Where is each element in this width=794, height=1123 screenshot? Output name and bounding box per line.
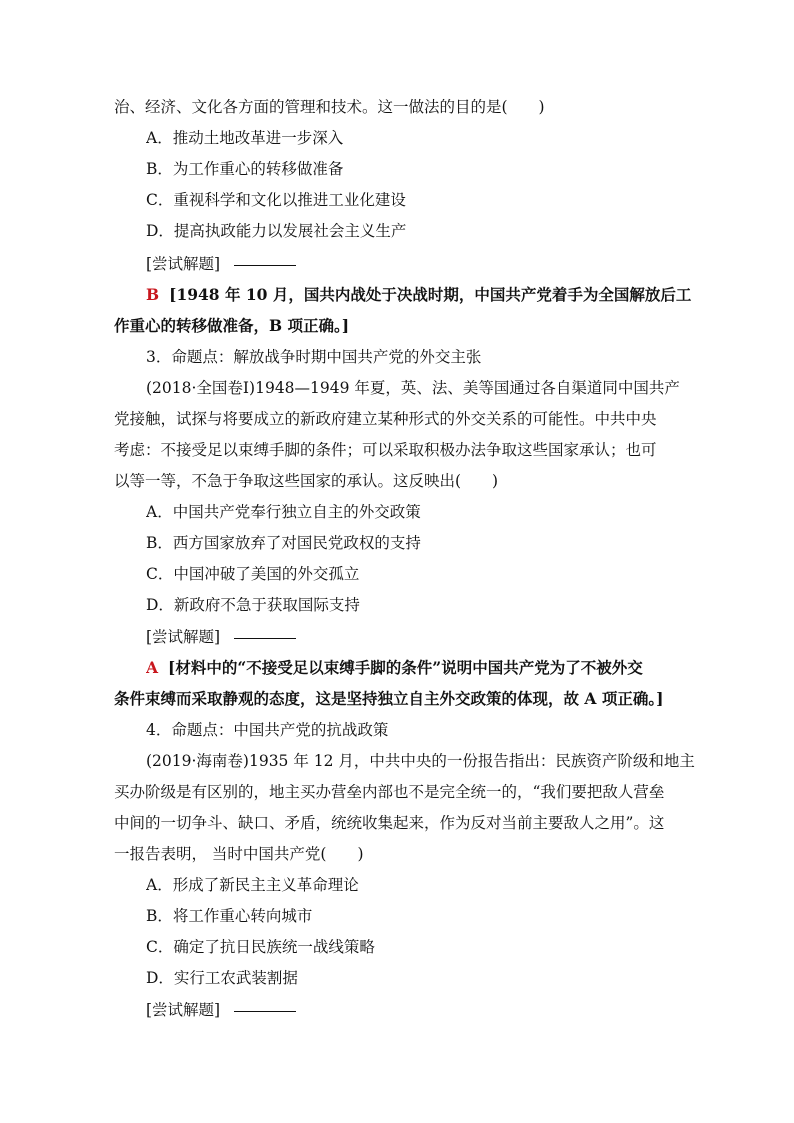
q4-stem-line-4: 一报告表明， 当时中国共产党( ) xyxy=(114,845,364,863)
q3-try-label: [尝试解题] xyxy=(146,628,221,646)
q2-option-a: A．推动土地改革进一步深入 xyxy=(146,129,344,147)
q3-try-row xyxy=(146,627,726,647)
q4-stem-line-2: 买办阶级是有区别的，地主买办营垒内部也不是完全统一的，“我们要把敌人营垒 xyxy=(114,783,665,801)
q2-try-row xyxy=(146,254,726,274)
q2-explanation-line-2: 作重心的转移做准备，B 项正确。] xyxy=(114,316,350,335)
q3-explanation-text-1: [材料中的“不接受足以束缚手脚的条件”说明中国共产党为了不被外交 xyxy=(168,658,643,677)
q3-explanation-line-1 xyxy=(146,658,726,678)
q2-stem-tail: 治、经济、文化各方面的管理和技术。这一做法的目的是( ) xyxy=(114,98,545,116)
q3-stem-line-4: 以等一等，不急于争取这些国家的承认。这反映出( ) xyxy=(114,472,499,490)
q3-answer-blank xyxy=(234,637,296,639)
q4-stem-line-1: (2019·海南卷)1935 年 12 月，中共中央的一份报告指出：民族资产阶级和地主 xyxy=(146,752,695,770)
q4-try-row xyxy=(146,1000,726,1020)
q3-stem-line-1: (2018·全国卷Ⅰ)1948—1949 年夏，英、法、美等国通过各自渠道同中国共产 xyxy=(146,379,680,397)
q3-option-c: C．中国冲破了美国的外交孤立 xyxy=(146,565,360,583)
q4-stem-line-3: 中间的一切争斗、缺口、矛盾，统统收集起来，作为反对当前主要敌人之用”。这 xyxy=(114,814,665,832)
q2-option-b: B．为工作重心的转移做准备 xyxy=(146,160,344,178)
q4-option-c: C．确定了抗日民族统一战线策略 xyxy=(146,938,375,956)
q3-option-a: A．中国共产党奉行独立自主的外交政策 xyxy=(146,503,421,521)
q2-explanation-text-1: [1948 年 10 月，国共内战处于决战时期，中国共产党着手为全国解放后工 xyxy=(169,285,692,304)
q2-try-label: [尝试解题] xyxy=(146,255,221,273)
q4-option-a: A．形成了新民主主义革命理论 xyxy=(146,876,359,894)
q3-stem-line-2: 党接触，试探与将要成立的新政府建立某种形式的外交关系的可能性。中共中央 xyxy=(114,410,657,428)
q2-explanation-line-1 xyxy=(146,285,726,305)
q3-stem-line-3: 考虑：不接受足以束缚手脚的条件；可以采取积极办法争取这些国家承认；也可 xyxy=(114,441,657,459)
q4-answer-blank xyxy=(234,1010,296,1012)
q2-option-c: C．重视科学和文化以推进工业化建设 xyxy=(146,191,406,209)
q3-option-b: B．西方国家放弃了对国民党政权的支持 xyxy=(146,534,421,552)
q2-answer-letter: B xyxy=(146,285,160,304)
q2-option-d: D．提高执政能力以发展社会主义生产 xyxy=(146,222,407,240)
q2-answer-blank xyxy=(234,264,296,266)
q3-heading: 3．命题点：解放战争时期中国共产党的外交主张 xyxy=(146,348,482,366)
q4-option-d: D．实行工农武装割据 xyxy=(146,969,298,987)
q3-explanation-line-2: 条件束缚而采取静观的态度，这是坚持独立自主外交政策的体现，故 A 项正确。] xyxy=(114,689,664,708)
q3-answer-letter: A xyxy=(146,658,159,677)
q4-try-label: [尝试解题] xyxy=(146,1001,221,1019)
q4-option-b: B．将工作重心转向城市 xyxy=(146,907,313,925)
q4-heading: 4．命题点：中国共产党的抗战政策 xyxy=(146,721,389,739)
q3-option-d: D．新政府不急于获取国际支持 xyxy=(146,596,360,614)
